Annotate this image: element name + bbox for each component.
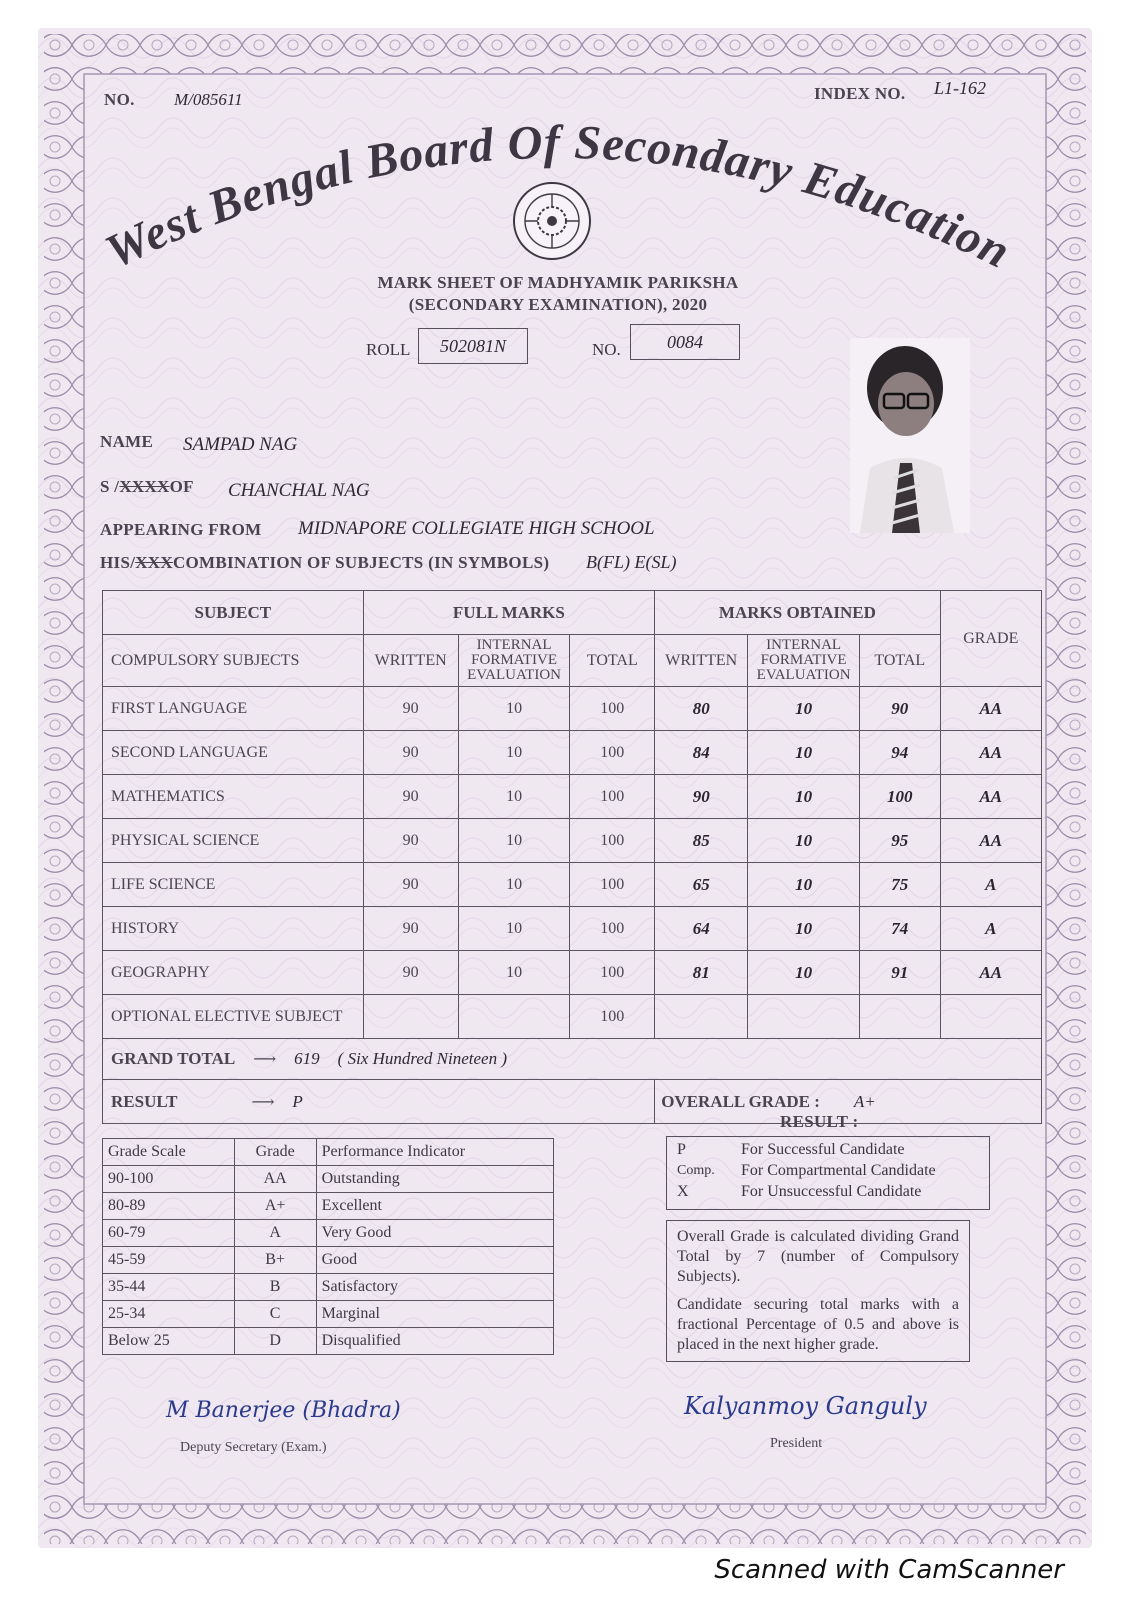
full-total: 100 [570,731,655,775]
roll-value: 502081N [418,328,528,364]
roll-no-value: 0084 [630,324,740,360]
full-internal: 10 [458,731,570,775]
obtained-total: 91 [859,951,940,995]
result-row [103,1080,655,1124]
deputy-secretary-title: Deputy Secretary (Exam.) [180,1440,327,1455]
candidate-photo [850,338,970,533]
subject-name: GEOGRAPHY [103,951,364,995]
grade-range: 60-79 [103,1220,235,1247]
optional-full-total: 100 [570,995,655,1039]
table-row [103,687,1042,731]
grade-range: 45-59 [103,1247,235,1274]
candidate-name: SAMPAD NAG [183,434,298,455]
grade-value: AA [940,819,1041,863]
obtained-written: 64 [655,907,748,951]
obtained-internal: 10 [748,775,860,819]
index-number: L1-162 [934,78,987,98]
obtained-written: 85 [655,819,748,863]
obtained-internal: 10 [748,819,860,863]
full-written: 90 [363,731,458,775]
performance-indicator: Excellent [316,1193,553,1220]
full-written: 90 [363,907,458,951]
combination-label: HIS/XXXCOMBINATION OF SUBJECTS (IN SYMBOLS) [100,553,550,572]
header-subject: SUBJECT [103,591,364,635]
obtained-internal: 10 [748,731,860,775]
grade-value: AA [940,731,1041,775]
header-obt-written: WRITTEN [655,635,748,687]
full-written: 90 [363,819,458,863]
full-total: 100 [570,863,655,907]
result-label: RESULT [111,1091,178,1111]
grade-letter: B [234,1274,316,1301]
full-total: 100 [570,775,655,819]
obtained-internal: 10 [748,907,860,951]
header-full-written: WRITTEN [363,635,458,687]
grade-scale-table [102,1138,554,1355]
result-meaning: For Unsuccessful Candidate [741,1183,922,1200]
svg-text:West Bengal Board Of Secondary: West Bengal Board Of Secondary Education [97,115,1019,279]
grade-letter: AA [234,1166,316,1193]
overall-grade-value: A+ [853,1091,876,1111]
subject-name: FIRST LANGUAGE [103,687,364,731]
result-key-box [666,1136,990,1210]
result-meaning: For Compartmental Candidate [741,1162,936,1179]
table-row [103,1328,554,1355]
performance-indicator: Very Good [316,1220,553,1247]
table-row [103,1193,554,1220]
grand-total-label: GRAND TOTAL [111,1049,236,1068]
obtained-total: 95 [859,819,940,863]
full-total: 100 [570,687,655,731]
serial-number: M/085611 [174,90,243,109]
obtained-total: 90 [859,687,940,731]
subject-name: PHYSICAL SCIENCE [103,819,364,863]
obtained-written: 81 [655,951,748,995]
grade-range: Below 25 [103,1328,235,1355]
table-row [103,1220,554,1247]
grade-range: 25-34 [103,1301,235,1328]
note-rounding: Candidate securing total marks with a fractional Percentage of 0.5 and above is placed in the next higher grade. [677,1296,959,1353]
full-internal: 10 [458,863,570,907]
subject-name: SECOND LANGUAGE [103,731,364,775]
grade-letter: A+ [234,1193,316,1220]
list-item [677,1160,979,1181]
full-internal: 10 [458,687,570,731]
obtained-written: 84 [655,731,748,775]
overall-grade-label: OVERALL GRADE : [661,1091,820,1111]
table-row [103,1247,554,1274]
header-obt-total: TOTAL [859,635,940,687]
obtained-total: 100 [859,775,940,819]
full-total: 100 [570,907,655,951]
header-compulsory: COMPULSORY SUBJECTS [103,635,364,687]
obtained-written: 65 [655,863,748,907]
header-full-total: TOTAL [570,635,655,687]
full-written: 90 [363,775,458,819]
obtained-internal: 10 [748,687,860,731]
result-code: P [677,1141,686,1158]
combination-value: B(FL) E(SL) [586,552,677,572]
obtained-total: 74 [859,907,940,951]
sheet-title: MARK SHEET OF MADHYAMIK PARIKSHA [377,273,739,292]
sheet-subtitle: (SECONDARY EXAMINATION), 2020 [408,295,708,314]
grade-range: 35-44 [103,1274,235,1301]
grand-total-row [103,1039,1042,1080]
grade-letter: B+ [234,1247,316,1274]
full-written: 90 [363,863,458,907]
table-row [103,819,1042,863]
table-row [103,1301,554,1328]
result-code: X [677,1183,689,1200]
obtained-written: 90 [655,775,748,819]
full-internal: 10 [458,951,570,995]
subject-name: MATHEMATICS [103,775,364,819]
grand-total-value: 619 [294,1049,320,1068]
president-title: President [770,1436,823,1451]
grade-scale-header: Grade Scale [103,1139,235,1166]
table-row [103,731,1042,775]
obtained-written: 80 [655,687,748,731]
roll-no-label: NO. [592,340,621,359]
subject-name: HISTORY [103,907,364,951]
president-signature: Kalyanmoy Ganguly [684,1392,927,1420]
grade-value: AA [940,687,1041,731]
list-item [677,1181,979,1202]
result-key-title: RESULT : [780,1112,859,1131]
result-meaning: For Successful Candidate [741,1141,905,1158]
serial-label: NO. [104,90,135,109]
performance-indicator: Disqualified [316,1328,553,1355]
optional-subject: OPTIONAL ELECTIVE SUBJECT [103,995,364,1039]
header-full-internal: INTERNAL FORMATIVE EVALUATION [458,635,570,687]
header-obt-internal: INTERNAL FORMATIVE EVALUATION [748,635,860,687]
scanner-watermark: Scanned with CamScanner [714,1555,1064,1585]
performance-indicator: Outstanding [316,1166,553,1193]
deputy-secretary-signature: M Banerjee (Bhadra) [166,1398,401,1423]
full-total: 100 [570,951,655,995]
performance-indicator: Good [316,1247,553,1274]
grade-header: Grade [234,1139,316,1166]
obtained-internal: 10 [748,863,860,907]
full-internal: 10 [458,907,570,951]
performance-header: Performance Indicator [316,1139,553,1166]
grade-range: 90-100 [103,1166,235,1193]
full-internal: 10 [458,775,570,819]
obtained-internal: 10 [748,951,860,995]
list-item [677,1139,979,1160]
table-row [103,775,1042,819]
parent-name: CHANCHAL NAG [228,480,370,501]
arrow-icon: ⟶ [251,1093,275,1111]
grade-value: A [940,863,1041,907]
grade-value: AA [940,951,1041,995]
full-internal: 10 [458,819,570,863]
result-value: P [292,1091,303,1111]
table-row [103,907,1042,951]
roll-label: ROLL [366,340,411,359]
result-code: Comp. [677,1163,715,1178]
school-label: APPEARING FROM [100,520,262,539]
table-row [103,863,1042,907]
grade-letter: A [234,1220,316,1247]
header-full-marks: FULL MARKS [363,591,655,635]
obtained-total: 75 [859,863,940,907]
table-row [103,951,1042,995]
obtained-total: 94 [859,731,940,775]
note-overall-grade: Overall Grade is calculated dividing Grand Total by 7 (number of Compulsory Subjects). [677,1228,959,1285]
grade-value: AA [940,775,1041,819]
grade-letter: C [234,1301,316,1328]
board-seal-icon [511,180,593,262]
full-written: 90 [363,951,458,995]
parent-label: S /XXXXOF [100,477,194,496]
notes-box [666,1220,970,1362]
subject-name: LIFE SCIENCE [103,863,364,907]
grand-total-words: ( Six Hundred Nineteen ) [337,1049,507,1068]
index-label: INDEX NO. [814,84,906,103]
table-row [103,1166,554,1193]
performance-indicator: Satisfactory [316,1274,553,1301]
school-name: MIDNAPORE COLLEGIATE HIGH SCHOOL [298,518,655,539]
performance-indicator: Marginal [316,1301,553,1328]
name-label: NAME [100,432,154,451]
header-marks-obtained: MARKS OBTAINED [655,591,940,635]
arrow-icon: ⟶ [253,1051,277,1068]
grade-letter: D [234,1328,316,1355]
full-written: 90 [363,687,458,731]
full-total: 100 [570,819,655,863]
table-row [103,1274,554,1301]
grade-range: 80-89 [103,1193,235,1220]
header-grade: GRADE [940,591,1041,687]
marks-table [102,590,1042,1124]
grade-value: A [940,907,1041,951]
mark-sheet [38,28,1092,1548]
